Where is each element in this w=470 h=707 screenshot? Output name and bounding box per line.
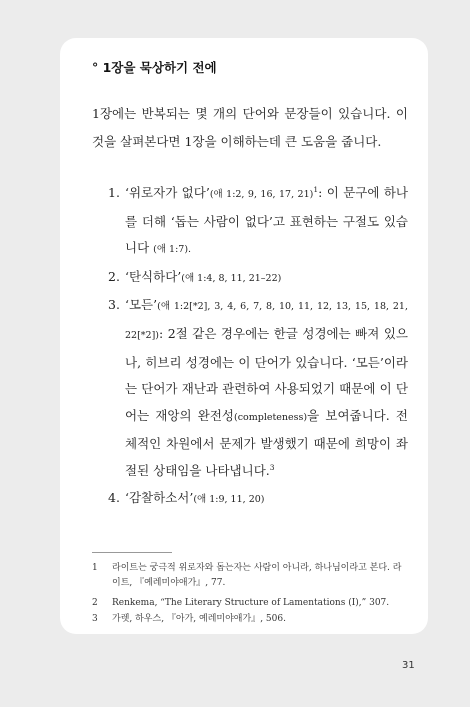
item-ref: (애 1:4, 8, 11, 21–22) [181, 272, 282, 284]
item-text: : 2절 같은 경우에는 한글 성경에는 빠져 있으나, 히브리 성경에는 이 단어가 있습니다. ‘모든’이라는 단어가 재난과 관련하여 사용되었기 때문에 이 단어는 재앙의 완전성 [125, 325, 408, 423]
list-item [108, 180, 408, 264]
footnote-ref: 1 [313, 184, 319, 194]
page-number: 31 [402, 660, 415, 671]
item-ref: (애 1:9, 11, 20) [193, 493, 265, 505]
item-ref: (애 1:2[*2], 3, 4, 6, 7, 8, 10, 11, 12, 13, 15, 18, 21, 22[*2]) [125, 301, 408, 341]
list-item [108, 485, 408, 514]
footnote-ref: 3 [269, 462, 275, 472]
item-term: ‘탄식하다’ [125, 268, 182, 284]
item-text: : 이 문구에 하나를 더해 ‘돕는 사람이 없다’고 표현하는 구절도 있습니다 [125, 185, 408, 256]
word-list [108, 180, 408, 513]
item-text-end: 을 보여줍니다. 전체적인 차원에서 문제가 발생했기 때문에 희망이 좌절된 상태임을 나타냅니다. [125, 407, 408, 478]
footnote-text: 라이트는 궁극적 위로자와 돕는자는 사람이 아니라, 하나님이라고 본다. 라이트, 『예레미야애가』, 77. [112, 563, 402, 588]
item-term: ‘위로자가 없다’ [125, 185, 210, 200]
item-ref-tail: (애 1:7). [153, 244, 192, 256]
footnote [92, 596, 408, 611]
footnote-text: 가렛, 하우스, 『아가, 예레미야애가』, 506. [112, 614, 286, 624]
footnote-number: 2 [92, 598, 98, 608]
item-ref: (애 1:2, 9, 16, 17, 21) [209, 189, 314, 200]
footnote [92, 561, 408, 591]
item-term: ‘모든’ [125, 297, 158, 313]
item-number: 2. [108, 268, 120, 284]
list-item [108, 292, 408, 484]
item-ref-tail: (completeness) [233, 411, 308, 423]
footnote-number: 3 [92, 614, 98, 624]
section-heading: ° 1장을 묵상하기 전에 [92, 60, 217, 75]
item-number: 4. [108, 489, 120, 505]
footnote [92, 612, 408, 627]
item-number: 3. [108, 297, 120, 313]
footnote-number: 1 [92, 563, 98, 573]
footnote-divider [92, 552, 172, 553]
item-term: ‘감찰하소서’ [125, 489, 194, 505]
item-number: 1. [108, 185, 120, 200]
intro-paragraph: 1장에는 반복되는 몇 개의 단어와 문장들이 있습니다. 이것을 살펴본다면 1장을 이해하는데 큰 도움을 줍니다. [92, 106, 408, 149]
list-item [108, 264, 408, 293]
footnote-text: Renkema, “The Literary Structure of Lamentations (I),” 307. [112, 598, 390, 608]
